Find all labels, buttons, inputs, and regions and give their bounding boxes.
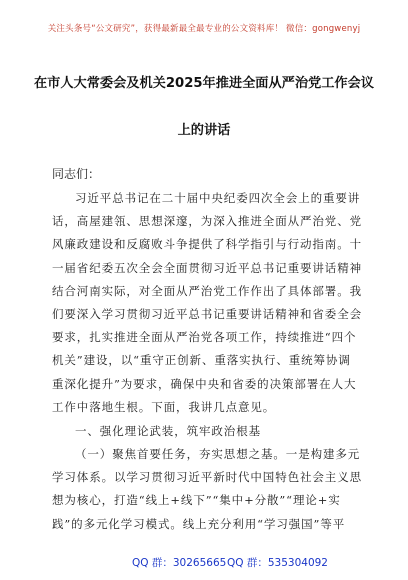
paragraph-intro: [52, 187, 365, 419]
document-title: 在市人大常委会及机关2025年推进全面从严治党工作会议: [33, 76, 374, 91]
text-line: 一届省纪委五次全会全面贯彻习近平总书记重要讲话精神: [52, 260, 362, 275]
text-line: 们要深入学习贯彻习近平总书记重要讲话精神和省委全会: [52, 307, 362, 322]
section-heading: 一、强化理论武装，筑牢政治根基: [75, 424, 261, 438]
text-line: 重深化提升”为要求，确保中央和省委的决策部署在人大: [52, 376, 357, 391]
text-line: 要求，扎实推进全面从严治党各项工作，持续推进“四个: [52, 330, 357, 345]
text-line: 风廉政建设和反腐败斗争提供了科学指引与行动指南。十: [52, 237, 362, 252]
text-line: 机关”建设，以“重守正创新、重落实执行、重统筹协调: [52, 353, 351, 368]
text-line: 工作中落地生根。下面，我讲几点意见。: [52, 399, 276, 414]
greeting: 同志们：: [52, 167, 101, 181]
text-line: 话，高屋建瓴、思想深邃，为深入推进全面从严治党、党: [52, 214, 362, 229]
text-line: 践”的多元化学习模式。线上充分利用“学习强国”等平: [52, 516, 346, 531]
document-title-line2: 上的讲话: [177, 123, 231, 138]
footer-qq-group-2: QQ 群：535304092: [227, 557, 328, 569]
paragraph-section1: [52, 443, 365, 536]
header-note: 关注头条号“公文研究”，获得最新最全最专业的公文资料库！ 微信：gongwenyj: [47, 24, 361, 34]
text-line: 习近平总书记在二十届中央纪委四次全会上的重要讲: [75, 191, 361, 205]
text-line: 结合河南实际，对全面从严治党工作作出了具体部署。我: [52, 283, 362, 298]
text-line: 想为核心，打造“线上+线下”“集中+分散”“理论+实: [52, 493, 341, 508]
section-heading-block: [52, 420, 365, 443]
text-line: （一）聚焦首要任务，夯实思想之基。一是构建多元: [75, 447, 361, 461]
footer-qq-group-1: QQ 群：30265665: [132, 557, 227, 569]
text-line: 学习体系。以学习贯彻习近平新时代中国特色社会主义思: [52, 470, 362, 485]
